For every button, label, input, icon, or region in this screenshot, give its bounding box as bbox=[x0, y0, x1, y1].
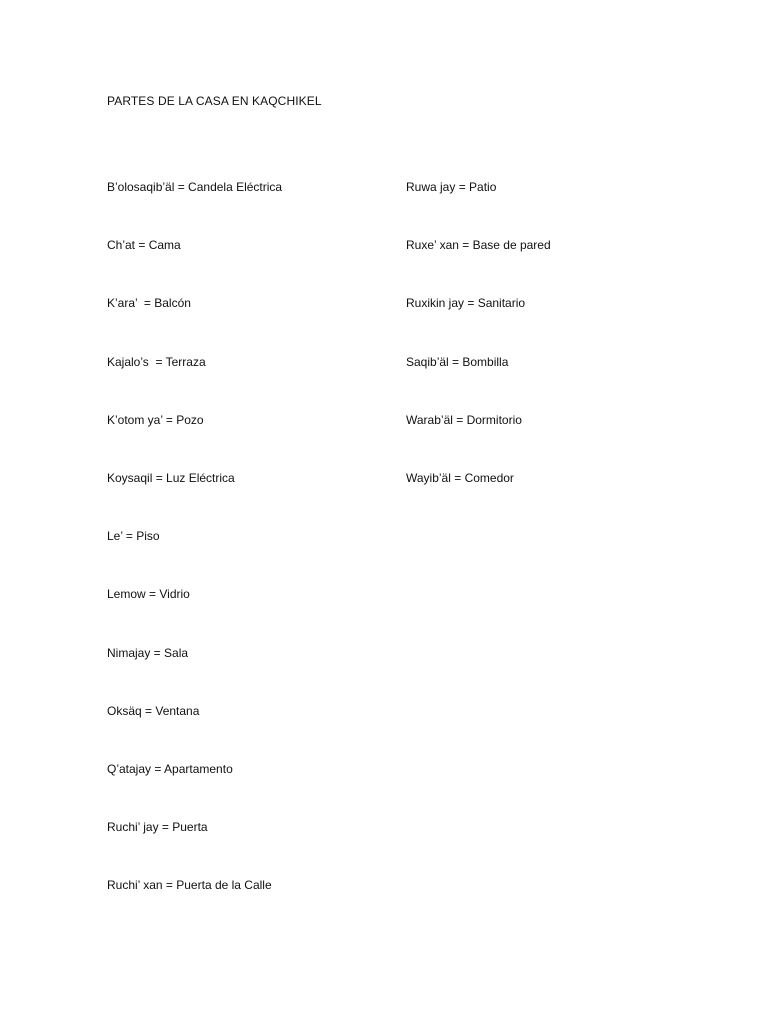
vocabulary-entry: B’olosaqib’äl = Candela Eléctrica bbox=[107, 180, 283, 194]
vocabulary-list-left bbox=[107, 179, 387, 935]
vocabulary-entry: Wayib’äl = Comedor bbox=[406, 470, 514, 485]
vocabulary-entry: Ruwa jay = Patio bbox=[406, 180, 497, 194]
vocabulary-entry: Kajalo’s = Terraza bbox=[107, 354, 206, 369]
vocabulary-list-right bbox=[406, 179, 706, 528]
vocabulary-entry: Nimajay = Sala bbox=[107, 645, 189, 660]
vocabulary-entry: Oksäq = Ventana bbox=[107, 703, 200, 718]
vocabulary-entry: Ruchi’ xan = Puerta de la Calle bbox=[107, 878, 272, 893]
vocabulary-entry: Koysaqil = Luz Eléctrica bbox=[107, 470, 235, 485]
vocabulary-entry: K’otom ya’ = Pozo bbox=[107, 412, 204, 427]
vocabulary-entry: Saqib’äl = Bombilla bbox=[406, 354, 509, 369]
vocabulary-entry: Ruxe’ xan = Base de pared bbox=[406, 238, 551, 253]
vocabulary-entry: Ch’at = Cama bbox=[107, 238, 181, 253]
vocabulary-entry: Ruchi’ jay = Puerta bbox=[107, 820, 208, 835]
vocabulary-entry: Warab’äl = Dormitorio bbox=[406, 412, 522, 427]
vocabulary-entry: Le’ = Piso bbox=[107, 529, 160, 544]
vocabulary-entry: Q’atajay = Apartamento bbox=[107, 761, 233, 776]
page-title: PARTES DE LA CASA EN KAQCHIKEL bbox=[107, 94, 322, 108]
vocabulary-entry: Lemow = Vidrio bbox=[107, 587, 190, 602]
vocabulary-entry: Ruxikin jay = Sanitario bbox=[406, 296, 526, 311]
vocabulary-entry: K’ara’ = Balcón bbox=[107, 296, 191, 311]
